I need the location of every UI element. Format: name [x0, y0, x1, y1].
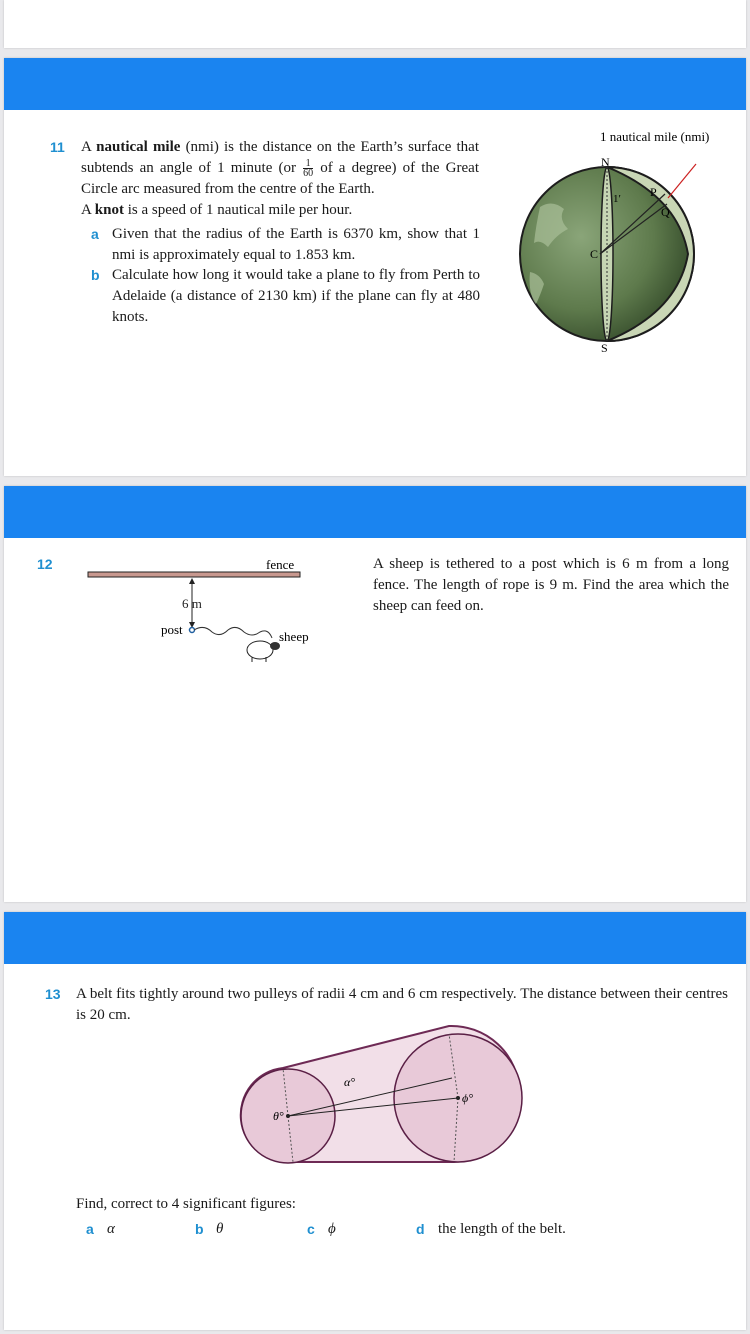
part-a-text: Given that the radius of the Earth is 6370 km, show that 1 nmi is approximately equal to 1.853 km. [112, 226, 480, 263]
label-s: S [601, 341, 608, 355]
label-p: P [650, 185, 657, 199]
label-q: Q [661, 205, 670, 219]
label-c: C [590, 247, 599, 261]
question-11-header-bar [4, 58, 746, 110]
phi-label: ϕ° [462, 1091, 474, 1105]
previous-page-card [4, 0, 746, 48]
alpha-label: α° [344, 1075, 356, 1089]
question-11-intro: A nautical mile (nmi) is the distance on the Earth’s surface that subtends an angle of 1 minute (or $\frac{1}{60}$ of a degree) of the Great Circle arc measured from the centre of the Earth. [81, 139, 479, 197]
part-b-text: θ [216, 1221, 224, 1237]
question-number: 11 [50, 139, 65, 155]
globe-figure [500, 122, 730, 362]
fence-label: fence [266, 557, 295, 572]
question-number: 13 [45, 986, 61, 1002]
find-instruction: Find, correct to 4 significant figures: [76, 1196, 296, 1212]
fraction: $\frac{1}{60}$ [303, 158, 314, 180]
question-13-text: A belt fits tightly around two pulleys of radii 4 cm and 6 cm respectively. The distance between their centres is 20 cm. [76, 986, 728, 1023]
part-a-label: a [91, 226, 99, 242]
part-a-text: α [107, 1221, 115, 1237]
question-12-card [4, 486, 746, 902]
sheep-fence-figure [80, 552, 340, 672]
sheep-icon [247, 641, 280, 662]
theta-label: θ° [273, 1109, 284, 1123]
rope [194, 627, 272, 638]
post-icon [190, 628, 195, 633]
great-circle-cut [601, 167, 613, 341]
part-c-label: c [307, 1221, 315, 1237]
sheep-label: sheep [279, 629, 309, 644]
question-11-knot-definition: A knot is a speed of 1 nautical mile per hour. [81, 202, 353, 218]
globe-caption: 1 nautical mile (nmi) [600, 129, 710, 144]
distance-label: 6 m [182, 596, 202, 611]
part-d-text: the length of the belt. [438, 1221, 566, 1237]
part-d-label: d [416, 1221, 425, 1237]
part-b-label: b [195, 1221, 204, 1237]
part-b-label: b [91, 267, 100, 283]
question-12-text: A sheep is tethered to a post which is 6 m from a long fence. The length of rope is 9 m. Find the area which the sheep can feed on. [373, 556, 729, 614]
question-number: 12 [37, 556, 53, 572]
label-angle: 1′ [613, 193, 621, 205]
fence [88, 572, 300, 577]
small-centre [286, 1114, 290, 1118]
arrow-up-icon [189, 578, 195, 584]
post-label: post [161, 622, 183, 637]
pulley-belt-figure [236, 1020, 536, 1180]
pointer-line [668, 164, 696, 198]
question-12-header-bar [4, 486, 746, 538]
question-13-header-bar [4, 912, 746, 964]
large-centre [456, 1096, 460, 1100]
part-b-text: Calculate how long it would take a plane to fly from Perth to Adelaide (a distance of 2130 km) if the plane can fly at 480 knots. [112, 267, 480, 325]
part-a-label: a [86, 1221, 94, 1237]
label-n: N [601, 155, 610, 169]
part-c-text: ϕ [328, 1221, 336, 1237]
